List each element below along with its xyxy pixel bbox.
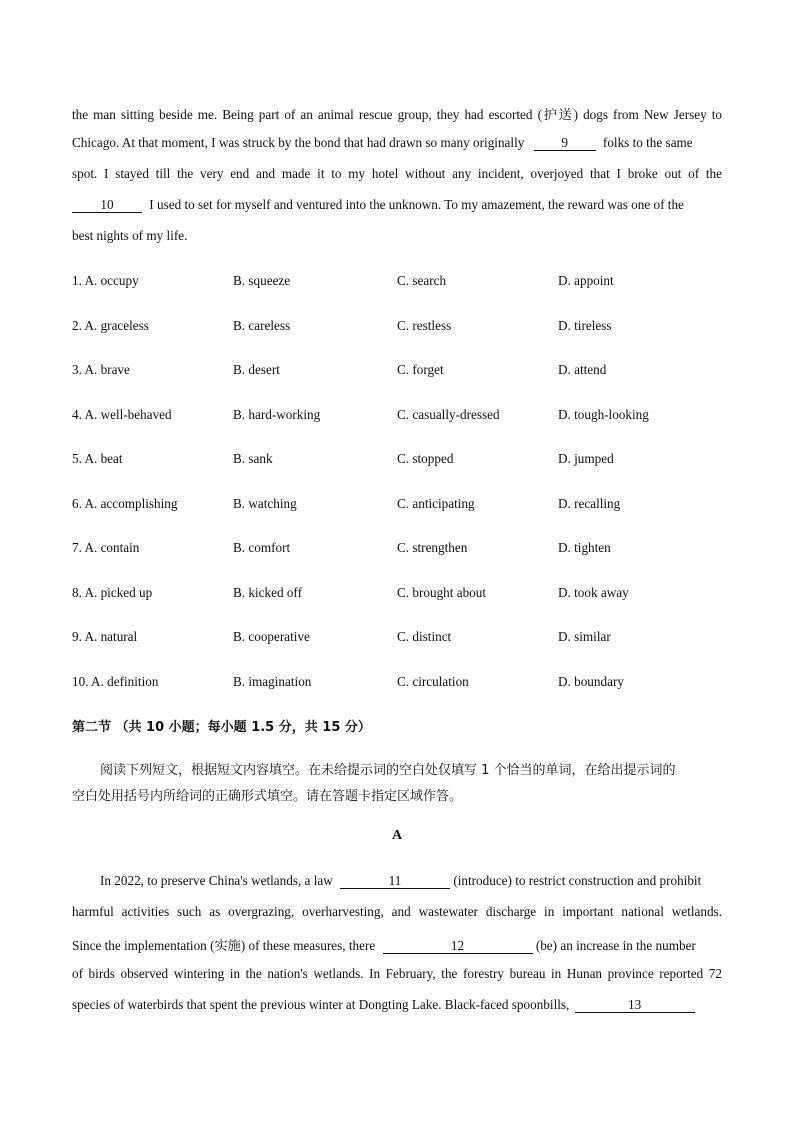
option-a[interactable]: beat bbox=[100, 451, 123, 466]
passage-line bbox=[72, 197, 684, 213]
passage-line bbox=[72, 935, 696, 954]
option-c[interactable]: C. distinct bbox=[397, 629, 452, 644]
option-c[interactable]: C. search bbox=[397, 273, 447, 288]
option-row-2 bbox=[72, 318, 722, 336]
blank-12[interactable]: 12 bbox=[383, 938, 533, 954]
question-number: 1. A. bbox=[72, 273, 98, 288]
option-b[interactable]: B. watching bbox=[233, 496, 297, 511]
option-b[interactable]: B. comfort bbox=[233, 540, 291, 555]
option-a[interactable]: contain bbox=[100, 540, 140, 555]
question-number: 8. A. bbox=[72, 585, 98, 600]
instruction-line: 空白处用括号内所给词的正确形式填空。请在答题卡指定区域作答。 bbox=[72, 789, 463, 804]
passage-text: Since the implementation (实施) of these measures, there bbox=[72, 938, 376, 953]
option-d[interactable]: D. tough-looking bbox=[558, 407, 649, 422]
section-heading: 第二节 （共 10 小题；每小题 1.5 分，共 15 分） bbox=[72, 720, 371, 735]
blank-13[interactable]: 13 bbox=[575, 997, 695, 1013]
passage-line bbox=[100, 873, 701, 889]
option-d[interactable]: D. appoint bbox=[558, 273, 614, 288]
option-d[interactable]: D. tireless bbox=[558, 318, 612, 333]
option-c[interactable]: C. casually-dressed bbox=[397, 407, 500, 422]
option-row-3 bbox=[72, 362, 722, 380]
option-b[interactable]: B. desert bbox=[233, 362, 280, 377]
option-a[interactable]: graceless bbox=[100, 318, 149, 333]
passage-text: (be) an increase in the number bbox=[535, 938, 696, 953]
option-d[interactable]: D. boundary bbox=[558, 674, 624, 689]
option-a[interactable]: occupy bbox=[100, 273, 139, 288]
option-b[interactable]: B. hard-working bbox=[233, 407, 321, 422]
passage-line: best nights of my life. bbox=[72, 228, 188, 243]
option-c[interactable]: C. strengthen bbox=[397, 540, 468, 555]
question-number: 9. A. bbox=[72, 629, 98, 644]
blank-10[interactable]: 10 bbox=[72, 197, 142, 213]
option-d[interactable]: D. attend bbox=[558, 362, 607, 377]
option-d[interactable]: D. tighten bbox=[558, 540, 611, 555]
option-row-8 bbox=[72, 585, 722, 603]
option-row-5 bbox=[72, 451, 722, 469]
option-d[interactable]: D. jumped bbox=[558, 451, 614, 466]
option-d[interactable]: D. took away bbox=[558, 585, 629, 600]
option-row-1 bbox=[72, 273, 722, 291]
passage-line bbox=[72, 997, 695, 1013]
passage-text: folks to the same bbox=[602, 135, 693, 150]
option-a[interactable]: accomplishing bbox=[100, 496, 178, 511]
option-a[interactable]: definition bbox=[107, 674, 159, 689]
option-a[interactable]: natural bbox=[100, 629, 138, 644]
option-c[interactable]: C. circulation bbox=[397, 674, 469, 689]
question-number: 3. A. bbox=[72, 362, 98, 377]
passage-line: harmful activities such as overgrazing, overharvesting, and wastewater discharge in important national wetlands. bbox=[72, 904, 722, 919]
question-number: 10. A. bbox=[72, 674, 104, 689]
option-row-7 bbox=[72, 540, 722, 558]
option-a[interactable]: picked up bbox=[100, 585, 153, 600]
option-d[interactable]: D. similar bbox=[558, 629, 611, 644]
blank-9[interactable]: 9 bbox=[534, 135, 596, 151]
option-row-10 bbox=[72, 674, 722, 692]
passage-line: of birds observed wintering in the nation's wetlands. In February, the forestry bureau in Hunan province reported 72 bbox=[72, 966, 722, 981]
passage-text: I used to set for myself and ventured into the unknown. To my amazement, the reward was one of the bbox=[149, 197, 684, 212]
passage-title: A bbox=[391, 828, 403, 843]
question-number: 6. A. bbox=[72, 496, 98, 511]
question-number: 5. A. bbox=[72, 451, 98, 466]
question-number: 2. A. bbox=[72, 318, 98, 333]
option-c[interactable]: C. stopped bbox=[397, 451, 454, 466]
question-number: 7. A. bbox=[72, 540, 98, 555]
passage-text: (introduce) to restrict construction and prohibit bbox=[453, 873, 702, 888]
instruction-line: 阅读下列短文，根据短文内容填空。在未给提示词的空白处仅填写 1 个恰当的单词，在给出提示词的 bbox=[100, 763, 676, 778]
passage-text: In 2022, to preserve China's wetlands, a law bbox=[100, 873, 333, 888]
passage-text: Chicago. At that moment, I was struck by the bond that had drawn so many originally bbox=[72, 135, 525, 150]
question-number: 4. A. bbox=[72, 407, 98, 422]
option-a[interactable]: well-behaved bbox=[100, 407, 172, 422]
option-b[interactable]: B. imagination bbox=[233, 674, 312, 689]
option-b[interactable]: B. squeeze bbox=[233, 273, 291, 288]
option-d[interactable]: D. recalling bbox=[558, 496, 621, 511]
option-b[interactable]: B. cooperative bbox=[233, 629, 310, 644]
option-b[interactable]: B. kicked off bbox=[233, 585, 302, 600]
option-c[interactable]: C. restless bbox=[397, 318, 452, 333]
passage-text: species of waterbirds that spent the previous winter at Dongting Lake. Black-faced spoonbills, bbox=[72, 997, 570, 1012]
option-c[interactable]: C. anticipating bbox=[397, 496, 475, 511]
option-a[interactable]: brave bbox=[100, 362, 130, 377]
option-c[interactable]: C. brought about bbox=[397, 585, 487, 600]
blank-11[interactable]: 11 bbox=[340, 873, 450, 889]
option-b[interactable]: B. careless bbox=[233, 318, 291, 333]
passage-line bbox=[72, 135, 693, 151]
option-row-4 bbox=[72, 407, 722, 425]
section-instructions bbox=[72, 758, 722, 810]
option-b[interactable]: B. sank bbox=[233, 451, 273, 466]
passage-line: the man sitting beside me. Being part of an animal rescue group, they had escorted (护送) dogs from New Jersey to bbox=[72, 107, 722, 122]
option-row-9 bbox=[72, 629, 722, 647]
option-row-6 bbox=[72, 496, 722, 514]
passage-line: spot. I stayed till the very end and made it to my hotel without any incident, overjoyed that I broke out of the bbox=[72, 166, 722, 181]
option-c[interactable]: C. forget bbox=[397, 362, 444, 377]
